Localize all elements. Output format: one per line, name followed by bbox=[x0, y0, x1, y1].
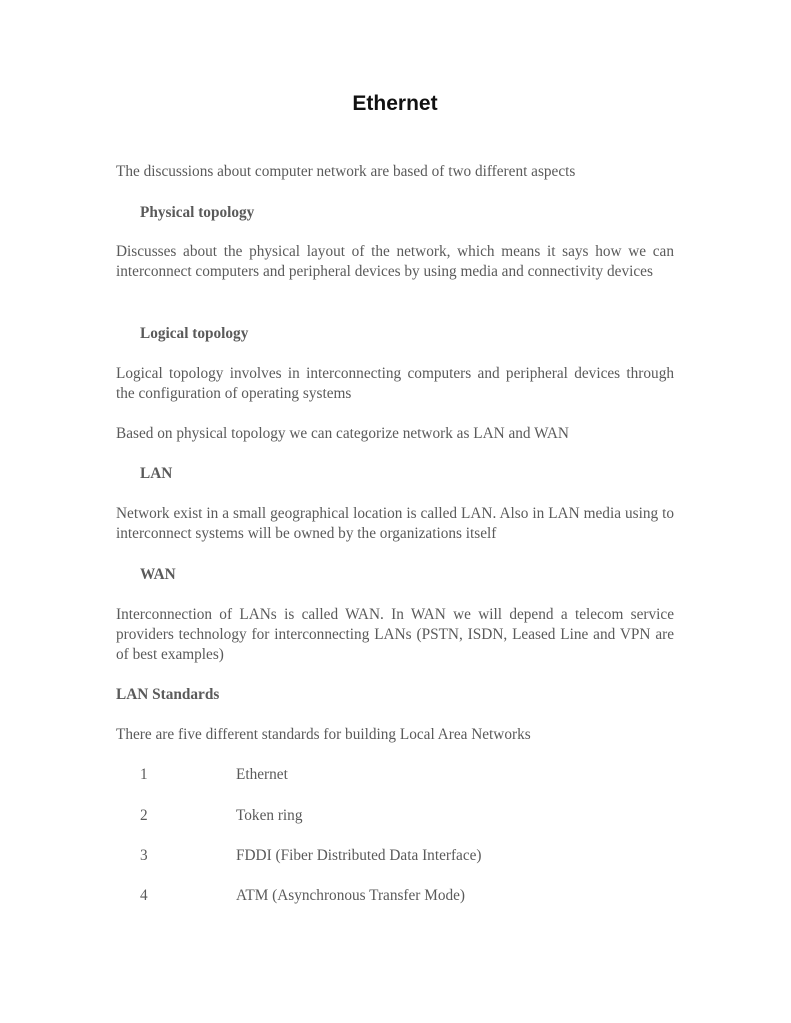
list-item bbox=[116, 806, 674, 826]
categorize-paragraph: Based on physical topology we can categorize network as LAN and WAN bbox=[116, 425, 569, 442]
lan-heading: LAN bbox=[140, 465, 173, 482]
wan-paragraph: Interconnection of LANs is called WAN. In WAN we will depend a telecom service providers technology for interconnecting LANs (PSTN, ISDN, Leased Line and VPN are of best examples) bbox=[116, 606, 674, 663]
lan-standards-heading: LAN Standards bbox=[116, 686, 220, 703]
wan-heading: WAN bbox=[140, 566, 176, 583]
logical-topology-paragraph: Logical topology involves in interconnecting computers and peripheral devices through the configuration of operating systems bbox=[116, 365, 674, 402]
logical-topology-heading: Logical topology bbox=[140, 325, 249, 342]
physical-topology-heading: Physical topology bbox=[140, 204, 255, 221]
list-item bbox=[116, 846, 674, 866]
list-item-number: 1 bbox=[140, 766, 148, 783]
standards-intro-paragraph: There are five different standards for building Local Area Networks bbox=[116, 726, 531, 743]
intro-paragraph: The discussions about computer network are based of two different aspects bbox=[116, 163, 576, 180]
list-item-text: Ethernet bbox=[236, 766, 288, 783]
list-item bbox=[116, 886, 674, 906]
page-title: Ethernet bbox=[352, 92, 438, 115]
list-item-text: FDDI (Fiber Distributed Data Interface) bbox=[236, 847, 482, 864]
lan-paragraph: Network exist in a small geographical location is called LAN. Also in LAN media using to interconnect systems will be owned by the organizations itself bbox=[116, 505, 674, 542]
list-item bbox=[116, 765, 674, 785]
list-item-text: Token ring bbox=[236, 807, 303, 824]
list-item-number: 4 bbox=[140, 887, 148, 904]
physical-topology-paragraph: Discusses about the physical layout of the network, which means it says how we can interconnect computers and peripheral devices by using media and connectivity devices bbox=[116, 243, 674, 280]
list-item-number: 3 bbox=[140, 847, 148, 864]
list-item-number: 2 bbox=[140, 807, 148, 824]
list-item-text: ATM (Asynchronous Transfer Mode) bbox=[236, 887, 466, 904]
